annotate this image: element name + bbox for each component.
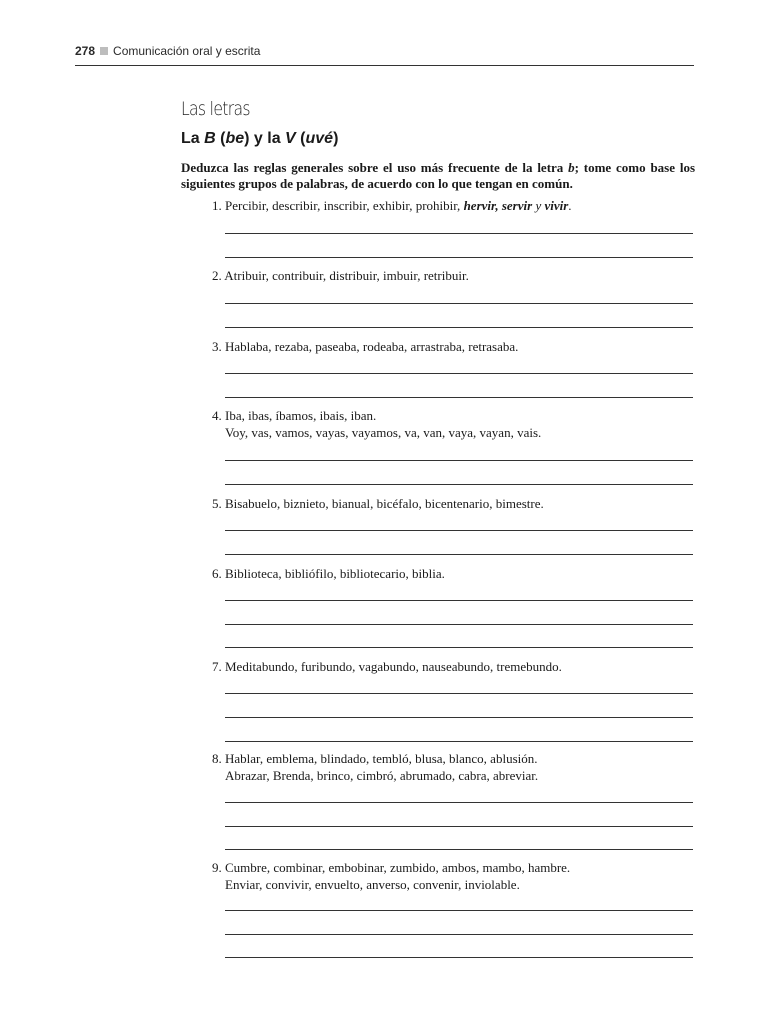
exercise-9: [212, 859, 570, 893]
answer-line[interactable]: [225, 647, 693, 648]
answer-line[interactable]: [225, 554, 693, 555]
exercise-text: Iba, ibas, íbamos, ibais, iban.: [225, 408, 377, 423]
letter-v: V: [285, 130, 296, 147]
letter-b-name: be: [225, 130, 245, 147]
exercise-emphasis: hervir, servir: [463, 198, 533, 213]
answer-line[interactable]: [225, 693, 693, 694]
exercise-text-line2: Enviar, convivir, envuelto, anverso, convenir, inviolable.: [225, 877, 520, 892]
answer-line[interactable]: [225, 957, 693, 958]
subtitle: La B (be) y la V (uvé): [181, 130, 339, 147]
exercise-text: Percibir, describir, inscribir, exhibir, prohibir,: [225, 198, 464, 213]
exercise-number: 9.: [212, 860, 222, 875]
exercise-8: [212, 750, 538, 784]
answer-line[interactable]: [225, 826, 693, 827]
exercise-number: 1.: [212, 198, 222, 213]
exercise-text: Hablaba, rezaba, paseaba, rodeaba, arrastraba, retrasaba.: [225, 339, 519, 354]
answer-line[interactable]: [225, 460, 693, 461]
exercise-5: [212, 495, 544, 512]
answer-line[interactable]: [225, 327, 693, 328]
answer-line[interactable]: [225, 484, 693, 485]
exercise-text: Bisabuelo, biznieto, bianual, bicéfalo, bicentenario, bimestre.: [225, 496, 544, 511]
intro-text-end: ; tome como base los siguientes grupos de palabras, de acuerdo con lo que tengan en común.: [181, 160, 695, 191]
answer-line[interactable]: [225, 397, 693, 398]
exercise-number: 2.: [212, 268, 222, 283]
intro-text: Deduzca las reglas generales sobre el uso más frecuente de la letra: [181, 160, 569, 175]
exercise-7: [212, 658, 562, 675]
exercise-text: Meditabundo, furibundo, vagabundo, nauseabundo, tremebundo.: [225, 659, 562, 674]
running-header: [75, 44, 260, 58]
exercise-number: 4.: [212, 408, 222, 423]
answer-line[interactable]: [225, 741, 693, 742]
exercise-number: 5.: [212, 496, 222, 511]
exercise-text: Cumbre, combinar, embobinar, zumbido, ambos, mambo, hambre.: [225, 860, 571, 875]
section-title: Las letras: [181, 98, 250, 120]
exercise-text-line2: Voy, vas, vamos, vayas, vayamos, va, van, vaya, vayan, vais.: [225, 425, 542, 440]
answer-line[interactable]: [225, 624, 693, 625]
exercise-number: 7.: [212, 659, 222, 674]
exercise-6: [212, 565, 445, 582]
square-bullet-icon: [100, 47, 108, 55]
answer-line[interactable]: [225, 934, 693, 935]
instructions: [181, 160, 695, 192]
answer-line[interactable]: [225, 373, 693, 374]
answer-line[interactable]: [225, 717, 693, 718]
intro-letter: b: [568, 160, 575, 175]
header-divider: [75, 65, 694, 66]
answer-line[interactable]: [225, 233, 693, 234]
exercise-text: Atribuir, contribuir, distribuir, imbuir, retribuir.: [224, 268, 469, 283]
answer-line[interactable]: [225, 849, 693, 850]
answer-line[interactable]: [225, 530, 693, 531]
exercise-emphasis: vivir: [544, 198, 569, 213]
book-title: Comunicación oral y escrita: [113, 44, 261, 58]
exercise-text: Hablar, emblema, blindado, tembló, blusa, blanco, ablusión.: [225, 751, 538, 766]
exercise-1: [212, 197, 572, 214]
subtitle-middle: y la: [249, 130, 286, 147]
letter-b: B: [204, 130, 216, 147]
exercise-text-line2: Abrazar, Brenda, brinco, cimbró, abrumado, cabra, abreviar.: [225, 768, 539, 783]
answer-line[interactable]: [225, 600, 693, 601]
letter-v-name: uvé: [305, 130, 334, 147]
answer-line[interactable]: [225, 802, 693, 803]
page-number: 278: [75, 44, 96, 58]
exercise-end: .: [568, 198, 572, 213]
exercise-2: [212, 267, 469, 284]
exercise-4: [212, 407, 541, 441]
answer-line[interactable]: [225, 910, 693, 911]
exercise-connector: y: [532, 198, 545, 213]
exercise-number: 8.: [212, 751, 222, 766]
subtitle-prefix: La: [181, 130, 205, 147]
exercise-3: [212, 338, 518, 355]
exercise-number: 6.: [212, 566, 222, 581]
answer-line[interactable]: [225, 303, 693, 304]
answer-line[interactable]: [225, 257, 693, 258]
exercise-text: Biblioteca, bibliófilo, bibliotecario, biblia.: [225, 566, 445, 581]
exercise-number: 3.: [212, 339, 222, 354]
